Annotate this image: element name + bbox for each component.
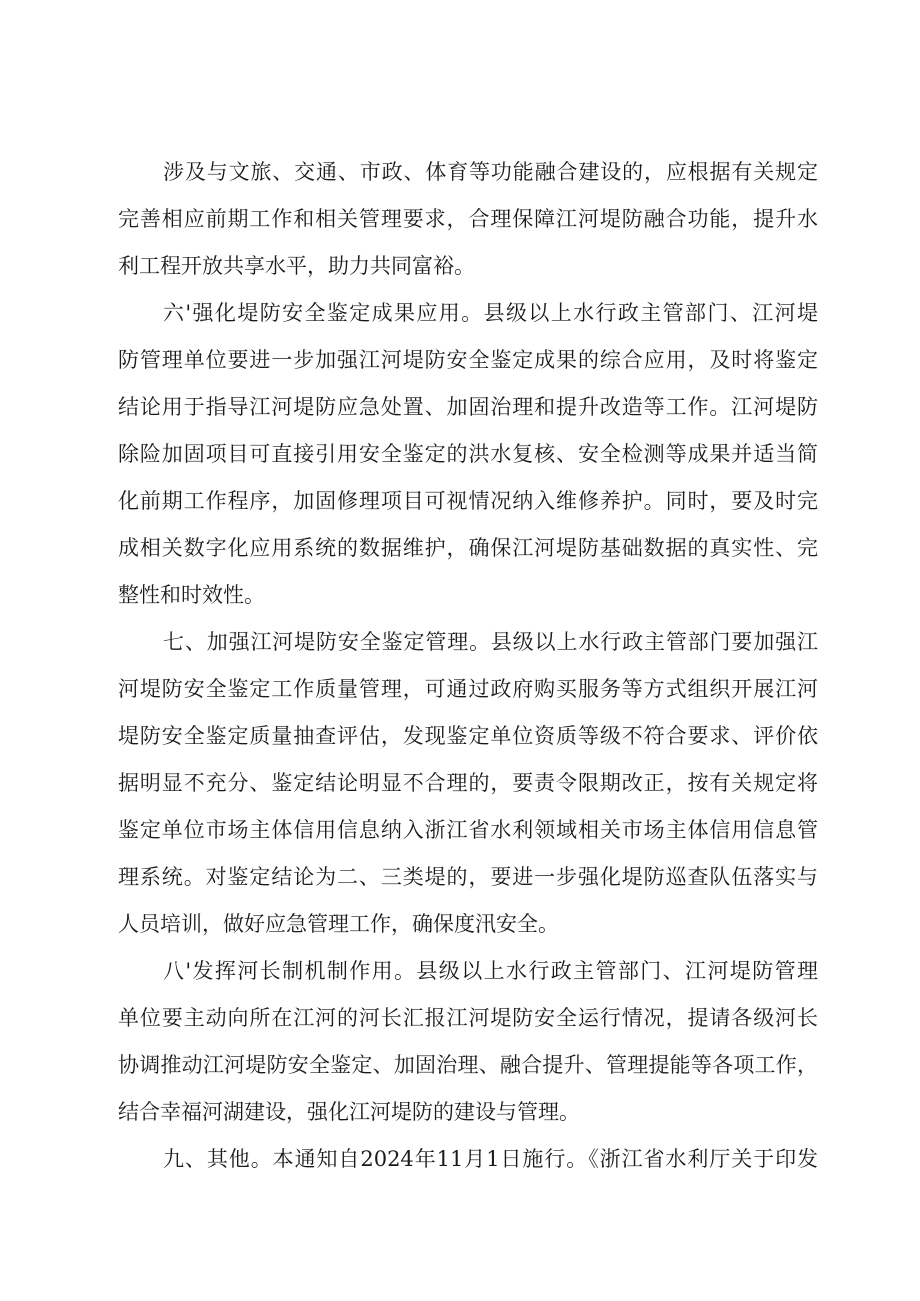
text-line: 整性和时效性。 [118,583,265,607]
text-line: 据明显不充分、鉴定结论明显不合理的，要责令限期改正，按有关规定将 [118,771,818,795]
text-line: 协调推动江河堤防安全鉴定、加固治理、融合提升、管理提能等各项工作， [118,1053,818,1077]
text-line: 完善相应前期工作和相关管理要求，合理保障江河堤防融合功能，提升水 [118,207,818,231]
text-line: 利工程开放共享水平，助力共同富裕。 [118,254,475,278]
paragraph-7-heading-line: 七、加强江河堤防安全鉴定管理。县级以上水行政主管部门要加强江 [163,630,818,654]
paragraph-6-heading-line: 六'强化堤防安全鉴定成果应用。县级以上水行政主管部门、江河堤 [163,301,818,325]
text-line: 防管理单位要进一步加强江河堤防安全鉴定成果的综合应用，及时将鉴定 [118,348,818,372]
text-line: 成相关数字化应用系统的数据维护，确保江河堤防基础数据的真实性、完 [118,536,818,560]
text-line: 堤防安全鉴定质量抽查评估，发现鉴定单位资质等级不符合要求、评价依 [118,724,818,748]
text-line: 理系统。对鉴定结论为二、三类堤的，要进一步强化堤防巡查队伍落实与 [118,865,818,889]
text-line: 鉴定单位市场主体信用信息纳入浙江省水利领域相关市场主体信用信息管 [118,818,818,842]
text-line: 化前期工作程序，加固修理项目可视情况纳入维修养护。同时，要及时完 [118,489,818,513]
text-line: 涉及与文旅、交通、市政、体育等功能融合建设的，应根据有关规定 [163,160,818,184]
text-line: 单位要主动向所在江河的河长汇报江河堤防安全运行情况，提请各级河长 [118,1006,818,1030]
text-line: 除险加固项目可直接引用安全鉴定的洪水复核、安全检测等成果并适当简 [118,442,818,466]
text-line: 人员培训，做好应急管理工作，确保度汛安全。 [118,912,559,936]
paragraph-9-heading-line: 九、其他。本通知自2024年11月1日施行。《浙江省水利厅关于印发 [163,1147,818,1171]
text-line: 结论用于指导江河堤防应急处置、加固治理和提升改造等工作。江河堤防 [118,395,818,419]
paragraph-8-heading-line: 八'发挥河长制机制作用。县级以上水行政主管部门、江河堤防管理 [163,959,818,983]
text-line: 河堤防安全鉴定工作质量管理，可通过政府购买服务等方式组织开展江河 [118,677,818,701]
text-line: 结合幸福河湖建设，强化江河堤防的建设与管理。 [118,1100,580,1124]
